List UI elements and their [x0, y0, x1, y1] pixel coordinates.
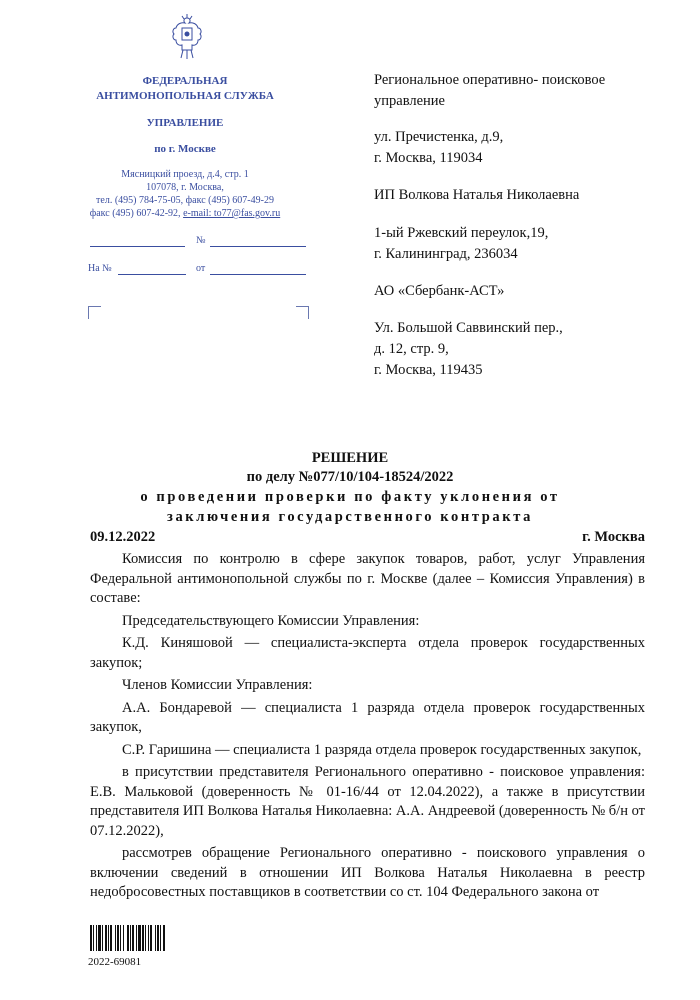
- fax-email-line: [60, 207, 310, 220]
- number-label: №: [196, 235, 206, 246]
- phone-line: тел. (495) 784-75-05, факс (495) 607-49-29: [96, 195, 274, 206]
- email-link[interactable]: e-mail: to77@fas.gov.ru: [183, 208, 281, 219]
- recipient-line: Ул. Большой Саввинский пер.,: [374, 320, 563, 336]
- outgoing-number-line: [210, 246, 306, 247]
- recipient-line: ИП Волкова Наталья Николаевна: [374, 187, 580, 203]
- na-number-label: На №: [88, 263, 112, 274]
- incoming-number-line: [118, 274, 186, 275]
- recipient-line: АО «Сбербанк-АСТ»: [374, 283, 505, 299]
- recipient-block-2-address: [374, 223, 674, 265]
- recipient-line: Региональное оперативно- поисковое: [374, 72, 606, 88]
- paragraph: Председательствующего Комиссии Управления:: [122, 612, 420, 629]
- decision-title: РЕШЕНИЕ: [311, 450, 389, 466]
- fax-text: факс (495) 607-42-92,: [89, 208, 184, 219]
- body-text: [90, 550, 645, 903]
- paragraph: рассмотрев обращение Регионального оперативно - поискового управления о включении сведений в отношении ИП Волкова Наталья Николаевна в реестр недобросовестных поставщиков в соответствии со ст. 104 Федерального закона от: [90, 845, 645, 900]
- recipient-line: управление: [374, 93, 445, 109]
- corner-mark-right: [296, 306, 309, 319]
- org-name-line1: ФЕДЕРАЛЬНАЯ: [142, 75, 228, 87]
- coat-of-arms-icon: [170, 14, 204, 62]
- org-name-line2: АНТИМОНОПОЛЬНАЯ СЛУЖБА: [96, 90, 274, 102]
- paragraph: Комиссия по контролю в сфере закупок товаров, работ, услуг Управления Федеральной антимонопольной службы по г. Москве (далее – Комиссия Управления) в составе:: [90, 551, 645, 606]
- date-place-line: [90, 529, 645, 546]
- outgoing-date-line: [90, 246, 185, 247]
- paragraph: А.А. Бондаревой — специалиста 1 разряда отдела проверок государственных закупок,: [90, 699, 645, 735]
- recipient-line: 1-ый Ржевский переулок,19,: [374, 225, 549, 241]
- incoming-date-line: [210, 274, 306, 275]
- recipient-block-3-address: [374, 318, 674, 381]
- decision-place: г. Москва: [582, 529, 645, 545]
- paragraph: С.Р. Гаришина — специалиста 1 разряда отдела проверок государственных закупок,: [122, 741, 642, 758]
- recipient-block-2: [374, 185, 674, 206]
- recipient-block-3: [374, 281, 674, 302]
- recipient-line: ул. Пречистенка, д.9,: [374, 129, 504, 145]
- decision-date: 09.12.2022: [90, 529, 156, 545]
- paragraph: в присутствии представителя Регионального оперативно - поисковое управления: Е.В. Мальковой (доверенность № 01-16/44 от 12.04.2022), а также в присутствии представителя ИП Волкова Наталья Николаевна: А.А. Андреевой (доверенность № б/н от 07.12.2022),: [90, 764, 645, 839]
- address-line1: Мясницкий проезд, д.4, стр. 1: [121, 169, 249, 180]
- case-number: по делу №077/10/104-18524/2022: [246, 469, 454, 485]
- corner-mark-left: [88, 306, 101, 319]
- ot-label: от: [196, 263, 206, 274]
- recipient-block-1-address: [374, 127, 674, 169]
- recipient-line: д. 12, стр. 9,: [374, 341, 449, 357]
- dept-label: УПРАВЛЕНИЕ: [146, 117, 224, 129]
- recipient-line: г. Москва, 119034: [374, 150, 483, 166]
- decision-subject-line2: заключения государственного контракта: [167, 509, 533, 525]
- address-line2: 107078, г. Москва,: [146, 182, 224, 193]
- paragraph: К.Д. Киняшовой — специалиста-эксперта отдела проверок государственных закупок;: [90, 635, 645, 671]
- dept-city: по г. Москве: [154, 143, 216, 155]
- decision-subject-line1: о проведении проверки по факту уклонения от: [140, 489, 560, 505]
- barcode-number: 2022-69081: [88, 956, 142, 968]
- barcode-icon: [90, 925, 192, 951]
- recipient-line: г. Калининград, 236034: [374, 246, 518, 262]
- paragraph: Членов Комиссии Управления:: [122, 677, 313, 693]
- recipient-line: г. Москва, 119435: [374, 362, 483, 378]
- recipient-block-1: [374, 70, 674, 112]
